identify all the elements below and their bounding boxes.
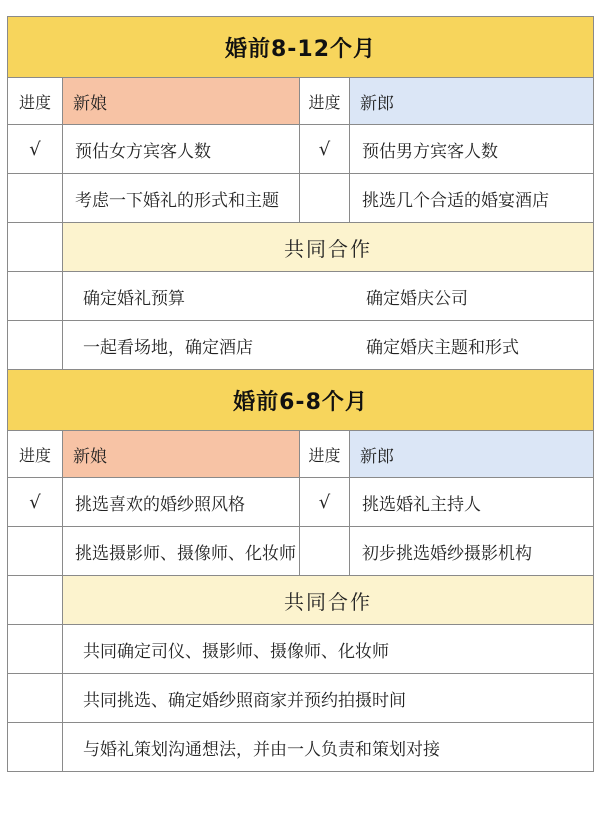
progress-header: 进度: [300, 78, 350, 125]
joint-header: 共同合作: [63, 576, 594, 625]
groom-task: 挑选婚礼主持人: [350, 478, 594, 527]
empty-progress-cell: [8, 576, 63, 625]
section1-header-row: [8, 78, 594, 125]
groom-header: 新郎: [350, 431, 594, 478]
groom-task: 预估男方宾客人数: [350, 125, 594, 174]
wedding-timeline-sheet: [7, 16, 593, 772]
bride-check-mark: √: [8, 125, 63, 174]
bride-task: 考虑一下婚礼的形式和主题: [63, 174, 300, 223]
empty-progress-cell: [8, 321, 63, 370]
groom-task: 初步挑选婚纱摄影机构: [350, 527, 594, 576]
empty-progress-cell: [8, 723, 63, 772]
empty-progress-cell: [8, 272, 63, 321]
section1-title-row: [8, 17, 594, 78]
joint-row: [8, 723, 594, 772]
joint-header: 共同合作: [63, 223, 594, 272]
groom-check-mark: [300, 527, 350, 576]
bride-check-mark: √: [8, 478, 63, 527]
groom-check-mark: √: [300, 478, 350, 527]
bride-check-mark: [8, 174, 63, 223]
groom-header: 新郎: [350, 78, 594, 125]
section2-joint-header-row: [8, 576, 594, 625]
bride-header: 新娘: [63, 78, 300, 125]
section2-title: 婚前6-8个月: [8, 370, 594, 431]
section1-joint-header-row: [8, 223, 594, 272]
joint-row: [8, 674, 594, 723]
progress-header: 进度: [8, 78, 63, 125]
progress-header: 进度: [8, 431, 63, 478]
empty-progress-cell: [8, 625, 63, 674]
bride-task: 挑选摄影师、摄像师、化妆师: [63, 527, 300, 576]
bride-header: 新娘: [63, 431, 300, 478]
progress-header: 进度: [300, 431, 350, 478]
joint-task-left: 确定婚礼预算: [83, 288, 185, 309]
bride-check-mark: [8, 527, 63, 576]
section1-title: 婚前8-12个月: [8, 17, 594, 78]
joint-task: 共同确定司仪、摄影师、摄像师、化妆师: [63, 625, 594, 674]
timeline-table: [7, 16, 594, 772]
joint-task-right: 确定婚庆主题和形式: [366, 337, 519, 358]
section2-header-row: [8, 431, 594, 478]
table-row: [8, 527, 594, 576]
joint-row: [8, 625, 594, 674]
table-row: [8, 174, 594, 223]
table-row: [8, 125, 594, 174]
joint-task-left: 一起看场地，确定酒店: [83, 337, 253, 358]
empty-progress-cell: [8, 674, 63, 723]
section2-title-row: [8, 370, 594, 431]
joint-task: 共同挑选、确定婚纱照商家并预约拍摄时间: [63, 674, 594, 723]
groom-check-mark: √: [300, 125, 350, 174]
joint-row: [8, 272, 594, 321]
bride-task: 预估女方宾客人数: [63, 125, 300, 174]
joint-row: [8, 321, 594, 370]
groom-check-mark: [300, 174, 350, 223]
groom-task: 挑选几个合适的婚宴酒店: [350, 174, 594, 223]
joint-task: 与婚礼策划沟通想法，并由一人负责和策划对接: [63, 723, 594, 772]
bride-task: 挑选喜欢的婚纱照风格: [63, 478, 300, 527]
empty-progress-cell: [8, 223, 63, 272]
table-row: [8, 478, 594, 527]
joint-task-right: 确定婚庆公司: [366, 288, 468, 309]
